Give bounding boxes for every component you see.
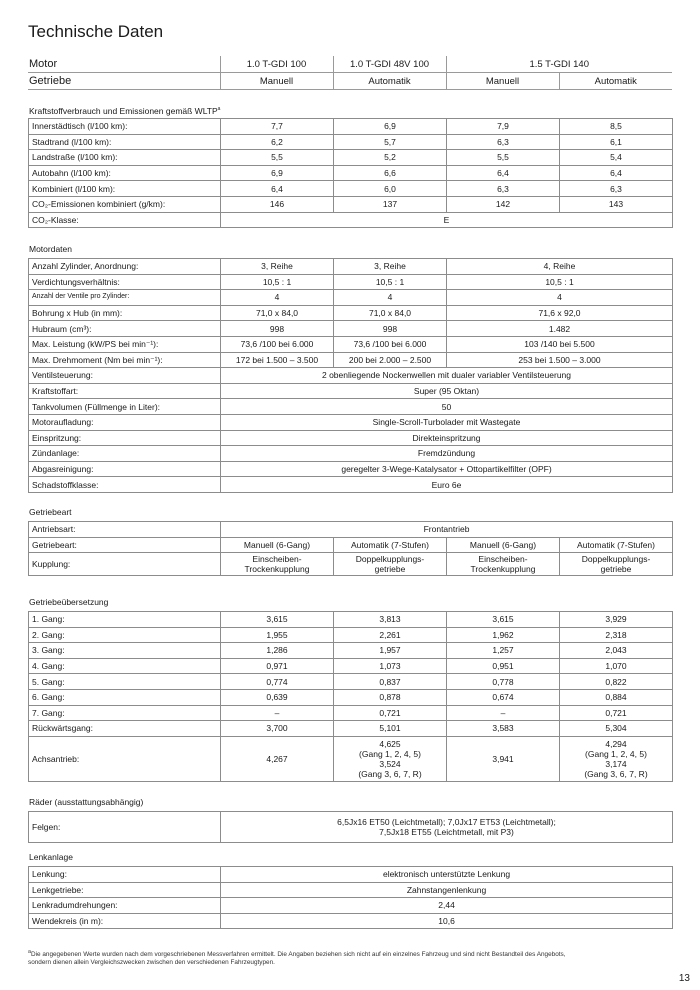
cell-value: elektronisch unterstützte Lenkung	[221, 867, 673, 883]
motordaten-section	[28, 244, 672, 493]
row-label: 3. Gang:	[29, 643, 221, 659]
row-label: Rückwärtsgang:	[29, 721, 221, 737]
getriebeart-table	[28, 521, 673, 576]
cell-value: Manuell (6-Gang)	[447, 537, 560, 553]
cell-value: 2,44	[221, 898, 673, 914]
cell-value: 146	[221, 196, 334, 212]
row-label: 4. Gang:	[29, 658, 221, 674]
cell-value: 4,294 (Gang 1, 2, 4, 5) 3,174 (Gang 3, 6, 7, R)	[560, 736, 673, 781]
cell-value: 4, Reihe	[447, 259, 673, 275]
row-label: 5. Gang:	[29, 674, 221, 690]
table-row	[29, 477, 673, 493]
cell-value: 6,9	[334, 119, 447, 135]
cell-value: 3,615	[447, 612, 560, 628]
cell-value: 1,073	[334, 658, 447, 674]
cell-value: 103 /140 bei 5.500	[447, 336, 673, 352]
row-label: Max. Drehmoment (Nm bei min⁻¹):	[29, 352, 221, 368]
cell-value: 143	[560, 196, 673, 212]
table-row	[29, 399, 673, 415]
row-label: Felgen:	[29, 812, 221, 843]
row-label: Kupplung:	[29, 553, 221, 576]
cell-value: Zahnstangenlenkung	[221, 882, 673, 898]
cell-value: 5,101	[334, 721, 447, 737]
cell-value: 6,3	[447, 181, 560, 197]
table-row	[29, 898, 673, 914]
table-row	[29, 461, 673, 477]
cell-value: E	[221, 212, 673, 228]
cell-value: 71,0 x 84,0	[334, 305, 447, 321]
cell-value: 3,583	[447, 721, 560, 737]
row-label: Lenkradumdrehungen:	[29, 898, 221, 914]
cell-value: Automatik (7-Stufen)	[560, 537, 673, 553]
cell-value: 73,6 /100 bei 6.000	[221, 336, 334, 352]
cell-value: 998	[334, 321, 447, 337]
cell-value: Direkteinspritzung	[221, 430, 673, 446]
cell-value: 10,5 : 1	[334, 274, 447, 290]
cell-value: 172 bei 1.500 – 3.500	[221, 352, 334, 368]
table-row	[29, 259, 673, 275]
gearbox-name: Manuell	[446, 73, 559, 90]
cell-value: 253 bei 1.500 – 3.000	[447, 352, 673, 368]
cell-value: 1.482	[447, 321, 673, 337]
row-label: Bohrung x Hub (in mm):	[29, 305, 221, 321]
cell-value: 142	[447, 196, 560, 212]
table-row	[29, 134, 673, 150]
cell-value: Frontantrieb	[221, 522, 673, 538]
cell-value: 6,1	[560, 134, 673, 150]
cell-value: 6,2	[221, 134, 334, 150]
cell-value: 10,5 : 1	[447, 274, 673, 290]
getriebeart-section	[28, 507, 672, 576]
row-label: Achsantrieb:	[29, 736, 221, 781]
cell-value: 1,257	[447, 643, 560, 659]
cell-value: 6,6	[334, 165, 447, 181]
table-row	[29, 612, 673, 628]
cell-value: 0,837	[334, 674, 447, 690]
cell-value: 6,0	[334, 181, 447, 197]
table-row	[29, 913, 673, 929]
cell-value: 8,5	[560, 119, 673, 135]
cell-value: 6,3	[447, 134, 560, 150]
motor-label: Motor	[28, 56, 220, 73]
table-row	[29, 705, 673, 721]
uebersetzung-rows	[29, 612, 673, 737]
cell-value: 6,5Jx16 ET50 (Leichtmetall); 7,0Jx17 ET53 (Leichtmetall); 7,5Jx18 ET55 (Leichtmetall, mit P3)	[221, 812, 673, 843]
cell-value: 0,884	[560, 689, 673, 705]
row-label: 1. Gang:	[29, 612, 221, 628]
table-row	[29, 736, 673, 781]
cell-value: Doppelkupplungs- getriebe	[560, 553, 673, 576]
cell-value: –	[447, 705, 560, 721]
footnote-line: sondern dienen allein Vergleichszwecken zwischen den verschiedenen Fahrzeugtypen.	[28, 959, 275, 967]
engine-name: 1.0 T-GDI 48V 100	[333, 56, 446, 73]
cell-value: 4	[221, 290, 334, 306]
row-label: Lenkung:	[29, 867, 221, 883]
cell-value: 2,261	[334, 627, 447, 643]
engine-name: 1.5 T-GDI 140	[446, 56, 672, 73]
cell-value: 3,700	[221, 721, 334, 737]
cell-value: 6,4	[447, 165, 560, 181]
cell-value: 0,778	[447, 674, 560, 690]
cell-value: 5,7	[334, 134, 447, 150]
section-title: Getriebeart	[29, 507, 72, 517]
row-label: Antriebsart:	[29, 522, 221, 538]
row-label: Anzahl Zylinder, Anordnung:	[29, 259, 221, 275]
table-row	[29, 674, 673, 690]
cell-value: 1,962	[447, 627, 560, 643]
row-label: Landstraße (l/100 km):	[29, 150, 221, 166]
section-title: Getriebeübersetzung	[29, 597, 109, 607]
table-row	[29, 430, 673, 446]
table-row	[29, 119, 673, 135]
cell-value: 0,639	[221, 689, 334, 705]
page-title: Technische Daten	[28, 22, 164, 41]
section-title: Lenkanlage	[29, 852, 73, 862]
cell-value: 137	[334, 196, 447, 212]
emissions-section	[28, 104, 672, 228]
row-label: Kombiniert (l/100 km):	[29, 181, 221, 197]
cell-value: 6,4	[221, 181, 334, 197]
cell-value: 3,929	[560, 612, 673, 628]
footnote-line: Die angegebenen Werte wurden nach dem vorgeschriebenen Messverfahren ermittelt. Die Angaben beziehen sich nicht auf ein einzelnes Fahrzeug und sind nicht Bestandteil des Angebots,	[30, 951, 566, 959]
cell-value: 0,721	[560, 705, 673, 721]
gearbox-name: Automatik	[333, 73, 446, 90]
row-label: Zündanlage:	[29, 446, 221, 462]
motordaten-three-rows	[29, 259, 673, 368]
cell-value: Einscheiben- Trockenkupplung	[447, 553, 560, 576]
cell-value: 1,955	[221, 627, 334, 643]
row-label: Getriebeart:	[29, 537, 221, 553]
row-label: Tankvolumen (Füllmenge in Liter):	[29, 399, 221, 415]
cell-value: 6,3	[560, 181, 673, 197]
section-title: Räder (ausstattungsabhängig)	[29, 797, 144, 807]
table-row	[29, 867, 673, 883]
table-row	[29, 721, 673, 737]
footnote: $^a$Die angegebenen Werte wurden nach dem vorgeschriebenen Messverfahren ermittelt. Die Angaben beziehen sich nicht auf ein einzelnes Fahrzeug und sind nicht Bestandteil des Angebots, sondern dienen allein Vergleichszwecken zwischen den verschiedenen Fahrzeugtypen.	[28, 949, 566, 967]
table-row	[29, 553, 673, 576]
cell-value: 5,5	[221, 150, 334, 166]
raeder-table	[28, 811, 673, 843]
table-row	[29, 537, 673, 553]
cell-value: 3, Reihe	[334, 259, 447, 275]
table-row	[29, 627, 673, 643]
row-label: Verdichtungsverhältnis:	[29, 274, 221, 290]
cell-value: 10,5 : 1	[221, 274, 334, 290]
cell-value: 0,721	[334, 705, 447, 721]
row-label: Hubraum (cm³):	[29, 321, 221, 337]
cell-value: 3,941	[447, 736, 560, 781]
cell-value: 7,7	[221, 119, 334, 135]
cell-value: Doppelkupplungs- getriebe	[334, 553, 447, 576]
section-title: Kraftstoffverbrauch und Emissionen gemäß WLTP$^a$	[29, 105, 221, 116]
uebersetzung-section	[28, 597, 672, 782]
cell-value: 0,674	[447, 689, 560, 705]
cell-value: Single-Scroll-Turbolader mit Wastegate	[221, 414, 673, 430]
cell-value: 10,6	[221, 913, 673, 929]
gearbox-name: Automatik	[559, 73, 672, 90]
cell-value: 5,4	[560, 150, 673, 166]
cell-value: 998	[221, 321, 334, 337]
cell-value: 5,5	[447, 150, 560, 166]
table-row	[29, 643, 673, 659]
getriebe-label: Getriebe	[28, 73, 220, 90]
cell-value: 71,0 x 84,0	[221, 305, 334, 321]
cell-value: 6,9	[221, 165, 334, 181]
row-label: Schadstoffklasse:	[29, 477, 221, 493]
cell-value: 0,951	[447, 658, 560, 674]
motordaten-full-rows	[29, 368, 673, 493]
cell-value: 0,822	[560, 674, 673, 690]
cell-value: 1,070	[560, 658, 673, 674]
row-label: Innerstädtisch (l/100 km):	[29, 119, 221, 135]
cell-value: 50	[221, 399, 673, 415]
cell-value: 3,615	[221, 612, 334, 628]
table-row	[29, 414, 673, 430]
table-row	[29, 689, 673, 705]
cell-value: 71,6 x 92,0	[447, 305, 673, 321]
cell-value: 3,813	[334, 612, 447, 628]
cell-value: 4,625 (Gang 1, 2, 4, 5) 3,524 (Gang 3, 6, 7, R)	[334, 736, 447, 781]
table-row	[29, 446, 673, 462]
cell-value: 4	[334, 290, 447, 306]
cell-value: 2 obenliegende Nockenwellen mit dualer variabler Ventilsteuerung	[221, 368, 673, 384]
cell-value: 2,043	[560, 643, 673, 659]
cell-value: 6,4	[560, 165, 673, 181]
table-row	[29, 658, 673, 674]
cell-value: 7,9	[447, 119, 560, 135]
cell-value: 4	[447, 290, 673, 306]
cell-value: Euro 6e	[221, 477, 673, 493]
cell-value: Super (95 Oktan)	[221, 383, 673, 399]
emissions-rows	[29, 119, 673, 213]
table-row	[29, 165, 673, 181]
row-label: Wendekreis (in m):	[29, 913, 221, 929]
cell-value: 1,286	[221, 643, 334, 659]
cell-value: Einscheiben- Trockenkupplung	[221, 553, 334, 576]
raeder-section	[28, 797, 672, 843]
table-row	[29, 383, 673, 399]
row-label: Kraftstoffart:	[29, 383, 221, 399]
table-row	[29, 212, 673, 228]
table-row	[29, 336, 673, 352]
engine-name: 1.0 T-GDI 100	[220, 56, 333, 73]
row-label: CO₂-Emissionen kombiniert (g/km):	[29, 196, 221, 212]
cell-value: 0,774	[221, 674, 334, 690]
gearbox-name: Manuell	[220, 73, 333, 90]
cell-value: 5,2	[334, 150, 447, 166]
row-label: Stadtrand (l/100 km):	[29, 134, 221, 150]
cell-value: 4,267	[221, 736, 334, 781]
cell-value: 3, Reihe	[221, 259, 334, 275]
lenkanlage-rows	[29, 867, 673, 929]
cell-value: 5,304	[560, 721, 673, 737]
table-row	[29, 290, 673, 306]
cell-value: 0,878	[334, 689, 447, 705]
table-row	[29, 196, 673, 212]
row-label: 6. Gang:	[29, 689, 221, 705]
cell-value: Manuell (6-Gang)	[221, 537, 334, 553]
table-row	[29, 274, 673, 290]
uebersetzung-table	[28, 611, 673, 782]
table-row	[29, 368, 673, 384]
table-row	[29, 181, 673, 197]
cell-value: 0,971	[221, 658, 334, 674]
row-label: 2. Gang:	[29, 627, 221, 643]
section-title: Motordaten	[29, 244, 72, 254]
table-row	[29, 882, 673, 898]
motordaten-table	[28, 258, 673, 493]
cell-value: 200 bei 2.000 – 2.500	[334, 352, 447, 368]
table-row	[29, 352, 673, 368]
row-label: 7. Gang:	[29, 705, 221, 721]
cell-value: –	[221, 705, 334, 721]
emissions-table	[28, 118, 673, 228]
row-label: Ventilsteuerung:	[29, 368, 221, 384]
table-row	[29, 150, 673, 166]
row-label: Autobahn (l/100 km):	[29, 165, 221, 181]
row-label: CO₂-Klasse:	[29, 212, 221, 228]
lenkanlage-section	[28, 852, 672, 929]
row-label: Einspritzung:	[29, 430, 221, 446]
cell-value: 2,318	[560, 627, 673, 643]
row-label: Anzahl der Ventile pro Zylinder:	[29, 290, 221, 306]
table-row	[29, 305, 673, 321]
table-row	[29, 812, 673, 843]
row-label: Abgasreinigung:	[29, 461, 221, 477]
table-row	[29, 321, 673, 337]
cell-value: geregelter 3-Wege-Katalysator + Ottopartikelfilter (OPF)	[221, 461, 673, 477]
engine-header-table	[28, 56, 672, 90]
lenkanlage-table	[28, 866, 673, 929]
cell-value: Fremdzündung	[221, 446, 673, 462]
row-label: Max. Leistung (kW/PS bei min⁻¹):	[29, 336, 221, 352]
cell-value: Automatik (7-Stufen)	[334, 537, 447, 553]
page-number: 13	[678, 973, 690, 984]
table-row	[29, 522, 673, 538]
cell-value: 1,957	[334, 643, 447, 659]
row-label: Motoraufladung:	[29, 414, 221, 430]
row-label: Lenkgetriebe:	[29, 882, 221, 898]
cell-value: 73,6 /100 bei 6.000	[334, 336, 447, 352]
